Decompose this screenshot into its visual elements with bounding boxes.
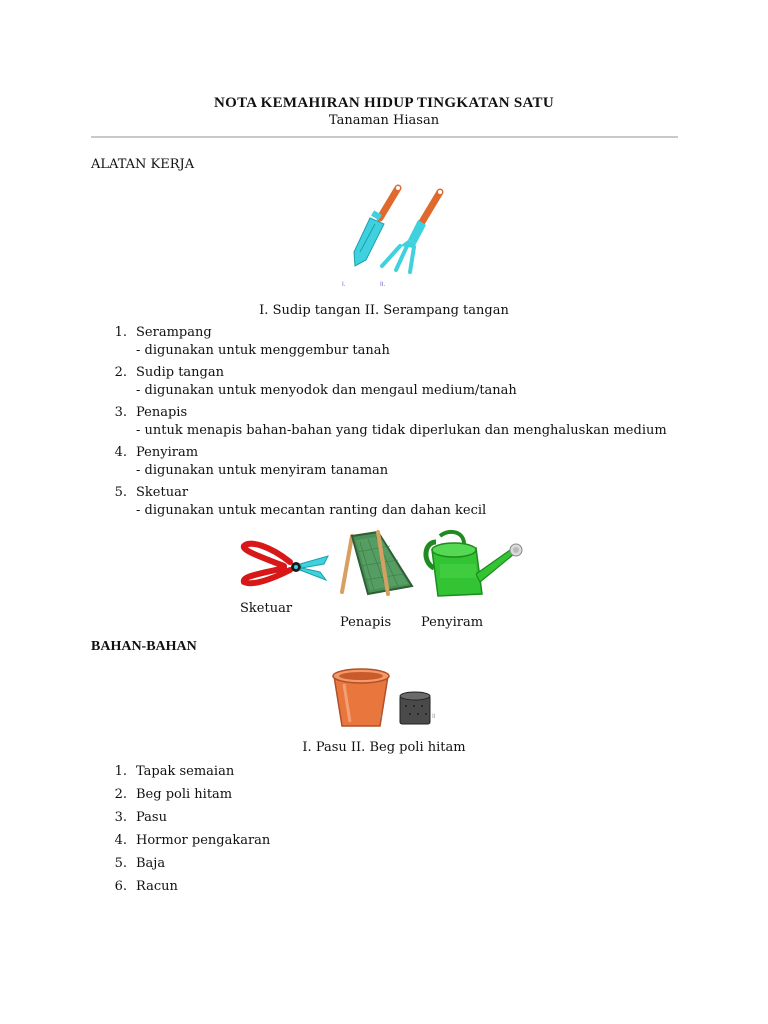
list-item: Racun — [136, 879, 178, 894]
list-number: 1. — [114, 325, 127, 340]
list-item — [136, 324, 390, 360]
tool-description: - digunakan untuk mecantan ranting dan dahan kecil — [136, 503, 487, 518]
list-item: Pasu — [136, 810, 167, 825]
tool-name: Sketuar — [136, 485, 189, 500]
page-subtitle: Tanaman Hiasan — [328, 113, 440, 128]
tools-figure-caption: I. Sudip tangan II. Serampang tangan — [259, 303, 509, 318]
tool-description: - untuk menapis bahan-bahan yang tidak diperlukan dan menghaluskan medium — [136, 423, 667, 438]
list-number: 2. — [114, 787, 127, 802]
list-item — [136, 444, 388, 480]
list-number: 3. — [114, 810, 127, 825]
sieve-image — [338, 528, 418, 600]
tool-name: Sudip tangan — [136, 365, 225, 380]
figure-mark-i: I — [380, 713, 382, 720]
image-label-sketuar: Sketuar — [240, 601, 293, 616]
list-number: 4. — [114, 833, 127, 848]
list-item: Tapak semaian — [136, 764, 235, 779]
list-number: 3. — [114, 405, 127, 420]
pot-and-bag-illustration — [330, 666, 440, 730]
materials-figure-caption: I. Pasu II. Beg poli hitam — [302, 740, 466, 755]
pruning-shears-image — [240, 540, 332, 588]
list-item: Hormor pengakaran — [136, 833, 271, 848]
header-divider — [91, 136, 678, 138]
list-number: 2. — [114, 365, 127, 380]
list-item: Baja — [136, 856, 166, 871]
section-heading-materials: BAHAN-BAHAN — [91, 639, 197, 654]
tool-name: Penapis — [136, 405, 188, 420]
polybag-image — [400, 692, 430, 724]
list-number: 5. — [114, 485, 127, 500]
figure-mark-ii: II. — [380, 281, 386, 288]
tool-description: - digunakan untuk menggembur tanah — [136, 343, 390, 358]
list-number: 6. — [114, 879, 127, 894]
section-heading-tools: ALATAN KERJA — [91, 157, 195, 172]
tool-name: Penyiram — [136, 445, 199, 460]
list-item — [136, 364, 517, 400]
tool-description: - digunakan untuk menyodok dan mengaul medium/tanah — [136, 383, 517, 398]
hand-tools-illustration — [330, 182, 460, 292]
figure-mark-i: I. — [342, 281, 346, 288]
list-number: 1. — [114, 764, 127, 779]
tool-description: - digunakan untuk menyiram tanaman — [136, 463, 389, 478]
list-number: 5. — [114, 856, 127, 871]
image-label-penyiram: Penyiram — [421, 615, 484, 630]
list-item — [136, 484, 486, 520]
list-item — [136, 404, 667, 440]
tool-name: Serampang — [136, 325, 212, 340]
image-label-penapis: Penapis — [340, 615, 392, 630]
list-number: 4. — [114, 445, 127, 460]
list-item: Beg poli hitam — [136, 787, 233, 802]
figure-mark-ii: II — [432, 713, 436, 720]
page-title: NOTA KEMAHIRAN HIDUP TINGKATAN SATU — [214, 95, 554, 111]
watering-can-image — [420, 528, 526, 602]
